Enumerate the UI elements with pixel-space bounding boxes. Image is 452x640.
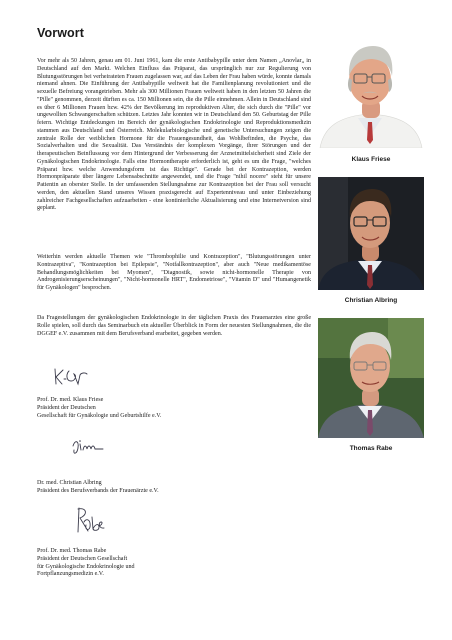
- signer-name: Dr. med. Christian Albring: [37, 480, 102, 486]
- portrait-caption: Klaus Friese: [351, 156, 391, 163]
- signature-rabe: [71, 505, 107, 537]
- signature-albring: [69, 436, 107, 458]
- portrait-caption: Christian Albring: [344, 297, 398, 304]
- signer-organization: für Gynäkologische Endokrinologie und: [37, 563, 135, 570]
- signer-organization-cont: Fortpflanzungsmedizin e.V.: [37, 571, 104, 578]
- signer-organization: Gesellschaft für Gynäkologie und Geburtshilfe e.V.: [37, 412, 162, 419]
- signer-role: Präsident des Berufsverbands der Frauenärzte e.V.: [37, 487, 159, 494]
- paragraph-intro: Vor mehr als 50 Jahren, genau am 01. Juni 1961, kam die erste Antibabypille unter dem Namen „Anovlar„ in Deutschland auf den Markt. Welchen Einfluss das Präparat, das ursprünglich nur zur Regulierung von Blutungsstörungen bei verheirateten Frauen zugelassen war, auf das Leben der Frau haben würde, konnte damals niemand ahnen. Die Einführung der Antibabypille weltweit hat die Familienplanung revolutioniert und die sexuelle Befreiung vorangetrieben. Mehr als 300 Millionen Frauen weltweit haben in den letzten 50 Jahren die "Pille" genommen, derzeit dürften es ca. 150 Millionen sein, die die Pille einnehmen. Allein in Deutschland sind es über 6 Millionen Frauen bzw. 42% der Bevölkerung im reproduktiven Alter, die sich durch die "Pille" vor ungewollten Schwangerschaften schützen. Letztes Jahr konnten wir in Deutschland den 50. Geburtstag der Pille feiern. Wichtige Entdeckungen im Bereich der gynäkologischen Endokrinologie und Reproduktionsmedizin stammen aus Deutschland und Österreich. Molekularbiologische und genetische Untersuchungen zeigen die zentrale Rolle der weiblichen Hormone für die Frauengesundheit, das Wohlbefinden, die Psyche, das Sozialverhalten und die Sexualität. Das Verständnis der komplexen Vorgänge, ihrer Störungen und der therapeutischen Beinflussung vor dem Hintergrund der Verbesserung der Arzneimittelsicherheit sind Ziele der Gynäkologischen Endokrinologie. Falls eine Hormontherapie erforderlich ist, geht es um die Frage, "welches Präparat bzw. welche Anwendungsform ist das Richtige". Gerade bei der Kontrazeption, werden Hormonpräparate über längere Lebensabschnitte angewendet, und die Frage "nihil nocere" steht für unsere Patientin an oberster Stelle. In der umfassenden Stellungnahme zur Kontrazeption bei der Frau soll versucht werden, den aktuellen Stand unseres Wissen praxisgerecht auf Expertenniveau und unter Einbeziehung zahlreicher Fachgesellschaften aufzuarbeiten - eine kontinierliche Aktualisierung und eine Internetversion sind geplant.: [37, 58, 311, 212]
- portrait-caption: Thomas Rabe: [349, 445, 393, 452]
- portrait-rabe: [318, 318, 424, 438]
- paragraph-purpose: Da Fragestellungen der gynäkologischen Endokrinologie in der täglichen Praxis des Frauenarztes eine große Rolle spielen, soll durch das Seminarbuch ein aktueller Überblick in Form der neuesten Stellungnahmen, die die DGGEF e.V. zusammen mit dem Berufsverband erarbeitet, gegeben werden.: [37, 315, 311, 337]
- signer-role: Präsident der Deutschen Gesellschaft: [37, 555, 128, 562]
- signer-friese: [37, 397, 161, 420]
- signer-albring: [37, 480, 159, 496]
- portrait-albring: [318, 177, 424, 290]
- signer-role: Präsident der Deutschen: [37, 404, 96, 411]
- signature-friese: [52, 366, 92, 388]
- signer-rabe: [37, 548, 135, 579]
- page-title: Vorwort: [37, 26, 84, 40]
- paragraph-topics: Weiterhin werden aktuelle Themen wie "Thrombophilie und Kontrazeption", "Blutungsstörungen unter Kontrazeptiva", "Kontrazeption bei Epilepsie", "Notfallkontrazeption", aber auch "Neue medikamentöse Behandlungsmöglichkeiten bei Myomen", "Diagnostik, sowie nicht-hormonelle Therapie von Androgenisierungserscheinungen", "Nicht-hormonelle HRT", Endometriose", "Vitamin D" und "Humangenetik für Gynäkologen" besprochen.: [37, 254, 311, 291]
- signer-name: Prof. Dr. med. Thomas Rabe: [37, 548, 107, 554]
- portrait-friese: [318, 36, 424, 148]
- signer-name: Prof. Dr. med. Klaus Friese: [37, 397, 104, 403]
